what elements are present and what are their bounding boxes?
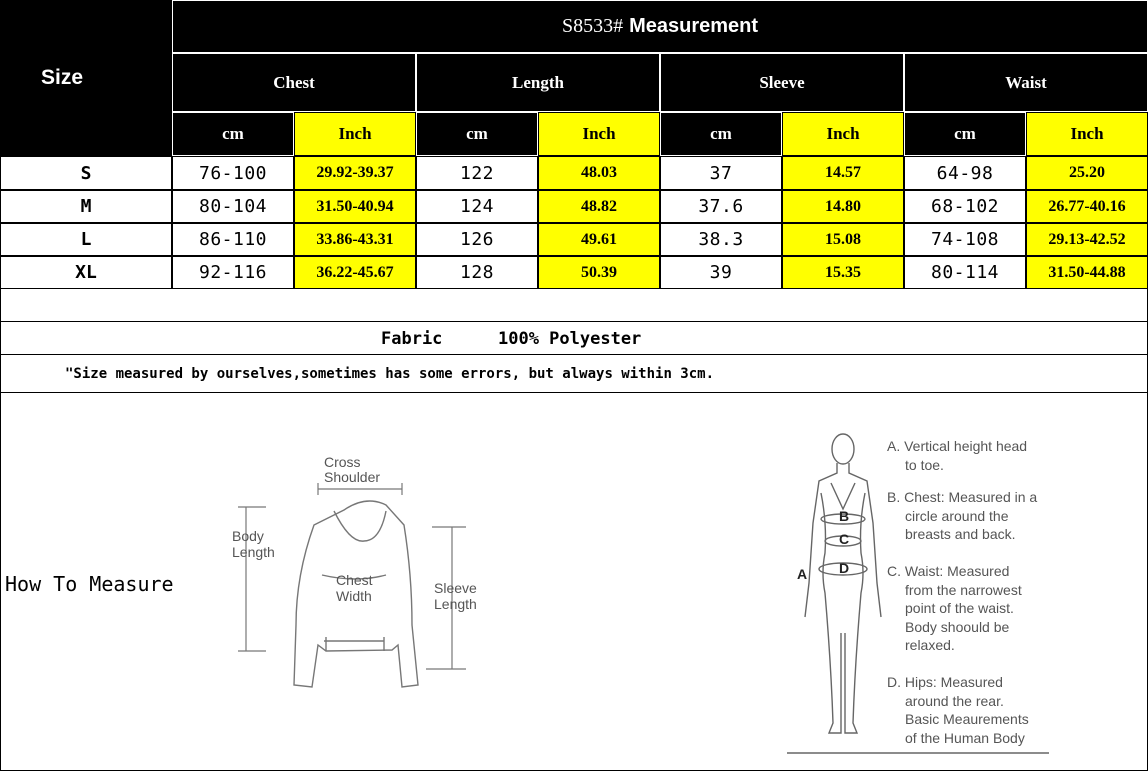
cross-shoulder-label: Cross — [324, 455, 361, 470]
inch-cell — [1026, 190, 1148, 223]
size-value: XL — [75, 262, 97, 283]
cm-cell — [660, 256, 782, 289]
measurement-value: 68-102 — [930, 196, 1000, 217]
size-cell — [0, 256, 172, 289]
instruction-line: of the Human Body — [905, 729, 1025, 746]
cm-cell — [904, 223, 1026, 256]
unit-inch: Inch — [782, 112, 904, 156]
sleeve-length-label: Length — [434, 596, 477, 612]
instruction-line: from the narrowest — [905, 581, 1022, 598]
cross-shoulder-label: Shoulder — [324, 469, 381, 485]
cm-cell — [660, 190, 782, 223]
size-header — [0, 0, 172, 156]
instruction-line: around the rear. — [905, 692, 1004, 709]
instruction-line: B. Chest: Measured in a — [887, 489, 1038, 506]
inch-cell — [782, 156, 904, 190]
table-title — [172, 0, 1148, 53]
inch-cell — [1026, 156, 1148, 190]
cm-cell — [172, 223, 294, 256]
measurement-value: 14.57 — [825, 164, 861, 181]
size-cell — [0, 223, 172, 256]
size-value: S — [80, 162, 92, 184]
cm-cell — [416, 256, 538, 289]
inch-cell — [782, 223, 904, 256]
cm-cell — [660, 156, 782, 190]
how-to-measure-panel — [0, 393, 1148, 771]
cm-cell — [416, 156, 538, 190]
table-title-main: Measurement — [629, 15, 759, 37]
body-letter-b: B — [839, 508, 850, 524]
cm-cell — [904, 256, 1026, 289]
measurement-value: 37 — [709, 162, 733, 184]
instruction-block — [887, 488, 1147, 544]
cm-cell — [172, 256, 294, 289]
group-header-chest — [172, 53, 416, 112]
size-note-row — [0, 355, 1148, 393]
body-letter-a: A — [797, 566, 808, 582]
measurement-value: 36.22-45.67 — [316, 263, 394, 281]
measurement-value: 76-100 — [198, 162, 268, 184]
instruction-line: point of the waist. — [905, 600, 1014, 617]
size-value: M — [80, 196, 92, 217]
measurement-value: 49.61 — [581, 230, 617, 248]
fabric-label: Fabric — [381, 329, 443, 349]
size-cell — [0, 156, 172, 190]
instruction-block — [887, 562, 1147, 655]
inch-cell — [538, 190, 660, 223]
measurement-value: 122 — [459, 162, 494, 184]
inch-cell — [294, 156, 416, 190]
unit-cm: cm — [904, 112, 1026, 156]
measurement-value: 80-104 — [198, 196, 268, 217]
measurement-value: 31.50-44.88 — [1048, 263, 1126, 281]
instruction-block — [887, 437, 1147, 474]
measurement-value: 74-108 — [930, 229, 1000, 250]
size-value: L — [80, 229, 92, 250]
inch-cell — [538, 256, 660, 289]
cm-cell — [660, 223, 782, 256]
sleeve-length-label: Sleeve — [434, 580, 477, 596]
measurement-value: 48.03 — [581, 164, 617, 181]
measure-instructions — [887, 437, 1147, 747]
measurement-value: 50.39 — [581, 263, 617, 281]
instruction-line: relaxed. — [905, 637, 955, 654]
instruction-line: D. Hips: Measured — [887, 673, 1003, 690]
body-length-label: Body — [232, 528, 264, 544]
chest-width-label: Chest — [336, 572, 373, 588]
measurement-value: 14.80 — [825, 197, 861, 215]
chest-width-label: Width — [336, 588, 372, 604]
spacer-row — [0, 289, 1148, 322]
measurement-value: 86-110 — [198, 229, 268, 250]
how-to-measure-title: How To Measure — [5, 572, 174, 596]
cm-cell — [172, 156, 294, 190]
cm-cell — [904, 156, 1026, 190]
unit-cm: cm — [172, 112, 294, 156]
unit-cm: cm — [660, 112, 782, 156]
inch-cell — [782, 256, 904, 289]
measurement-value: 29.13-42.52 — [1048, 230, 1126, 248]
instruction-line: Basic Meaurements — [905, 711, 1029, 728]
measurement-value: 39 — [709, 262, 733, 283]
group-header-waist — [904, 53, 1148, 112]
measurement-value: 126 — [459, 229, 494, 250]
body-letter-d: D — [839, 560, 850, 576]
unit-inch: Inch — [1026, 112, 1148, 156]
measurement-value: 33.86-43.31 — [316, 230, 394, 248]
group-label: Length — [512, 72, 564, 92]
size-cell — [0, 190, 172, 223]
instruction-line: Body shoould be — [905, 618, 1010, 635]
table-title-prefix: S8533# — [561, 15, 624, 37]
size-note: "Size measured by ourselves,sometimes has some errors, but always within 3cm. — [65, 366, 715, 382]
body-length-label: Length — [232, 544, 275, 560]
instruction-line: A. Vertical height head — [887, 438, 1028, 454]
unit-inch: Inch — [294, 112, 416, 156]
fabric-value: 100% Polyester — [498, 329, 642, 349]
measurement-value: 92-116 — [198, 262, 268, 283]
inch-cell — [538, 156, 660, 190]
instruction-line: breasts and back. — [905, 526, 1016, 543]
measurement-value: 15.08 — [825, 230, 861, 248]
group-label: Waist — [1005, 72, 1047, 92]
instruction-line: C. Waist: Measured — [887, 562, 1010, 579]
inch-cell — [1026, 256, 1148, 289]
measurement-value: 128 — [459, 262, 494, 283]
cm-cell — [416, 223, 538, 256]
inch-cell — [294, 190, 416, 223]
measurement-value: 25.20 — [1069, 164, 1105, 181]
cm-cell — [904, 190, 1026, 223]
group-header-length — [416, 53, 660, 112]
unit-cm: cm — [416, 112, 538, 156]
inch-cell — [1026, 223, 1148, 256]
unit-inch: Inch — [538, 112, 660, 156]
measurement-value: 15.35 — [825, 263, 861, 281]
group-label: Sleeve — [759, 72, 805, 92]
group-header-sleeve — [660, 53, 904, 112]
measurement-value: 29.92-39.37 — [316, 164, 394, 181]
measurement-value: 37.6 — [698, 196, 744, 217]
instruction-block — [887, 673, 1147, 747]
body-letter-c: C — [839, 531, 850, 547]
size-header-label: Size — [41, 66, 84, 89]
group-label: Chest — [273, 72, 315, 92]
instruction-line: to toe. — [905, 456, 944, 473]
measurement-value: 124 — [459, 196, 494, 217]
inch-cell — [782, 190, 904, 223]
cm-cell — [172, 190, 294, 223]
inch-cell — [538, 223, 660, 256]
measurement-value: 48.82 — [581, 197, 617, 215]
measurement-value: 80-114 — [930, 262, 1000, 283]
garment-measure-diagram — [226, 455, 496, 695]
measurement-value: 26.77-40.16 — [1048, 197, 1126, 215]
fabric-row — [0, 322, 1148, 355]
inch-cell — [294, 223, 416, 256]
inch-cell — [294, 256, 416, 289]
instruction-line: circle around the — [905, 507, 1009, 524]
measurement-value: 38.3 — [698, 229, 744, 250]
measurement-value: 64-98 — [936, 162, 994, 184]
measurement-value: 31.50-40.94 — [316, 197, 394, 215]
cm-cell — [416, 190, 538, 223]
